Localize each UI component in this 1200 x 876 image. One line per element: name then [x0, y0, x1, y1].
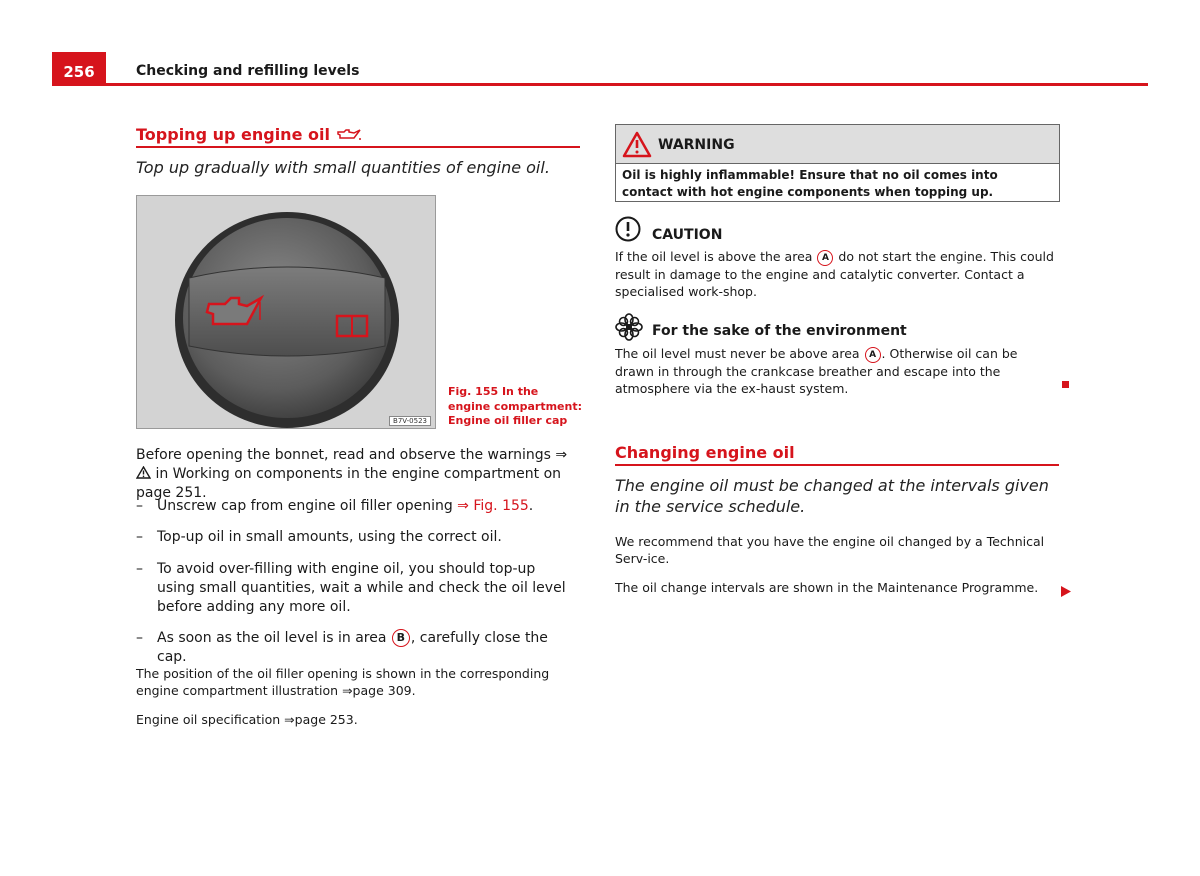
- environment-title: For the sake of the environment: [652, 323, 907, 339]
- caution-title: CAUTION: [652, 227, 723, 243]
- area-marker-b: B: [392, 629, 410, 647]
- warning-header: [616, 125, 1059, 164]
- warning-text: Oil is highly inflammable! Ensure that no oil comes into contact with hot engine components when topping up.: [622, 168, 998, 199]
- warning-title: WARNING: [658, 137, 735, 153]
- flower-environment-icon: [615, 313, 643, 345]
- changing-paragraph-1: We recommend that you have the engine oil changed by a Technical Serv-ice.: [615, 534, 1045, 566]
- lead-text: Top up gradually with small quantities of engine oil.: [136, 158, 550, 177]
- area-marker-a: A: [817, 250, 833, 266]
- intro-paragraph: Before opening the bonnet, read and observe the warnings ⇒ in Working on components in the engine compartment on page 251.: [136, 447, 568, 501]
- note-position: The position of the oil filler opening is shown in the corresponding engine compartment illustration ⇒page 309.: [136, 666, 550, 698]
- environment-text: The oil level must never be above area A . Otherwise oil can be drawn in through the crankcase breather and escape into the atmosphere via the ex-haust system.: [615, 346, 1018, 396]
- caution-icon: [615, 216, 641, 246]
- header-rule: [106, 83, 1148, 86]
- chapter-title: Checking and refilling levels: [136, 63, 360, 79]
- warning-box: [615, 124, 1060, 202]
- area-marker-a: A: [865, 347, 881, 363]
- oil-can-icon: [336, 125, 362, 144]
- warning-triangle-icon: [622, 131, 652, 162]
- oil-cap-illustration: [137, 196, 436, 429]
- note-spec: Engine oil specification ⇒page 253.: [136, 712, 358, 727]
- continue-arrow-icon: [1061, 582, 1071, 601]
- lead-text: The engine oil must be changed at the intervals given in the service schedule.: [615, 476, 1049, 516]
- section-rule: [136, 146, 580, 148]
- page-number: 256: [52, 52, 106, 86]
- caution-text: If the oil level is above the area A do not start the engine. This could result in damage to the engine and catalytic converter. Contact a specialised work-shop.: [615, 249, 1054, 299]
- section-rule: [615, 464, 1059, 466]
- figure-oil-filler-cap: [136, 195, 436, 429]
- section-title-changing: Changing engine oil: [615, 443, 795, 462]
- end-square-icon: [1062, 381, 1069, 388]
- figure-link[interactable]: ⇒ Fig. 155: [457, 498, 529, 514]
- figure-code: B7V-0523: [389, 416, 431, 426]
- figure-caption: Fig. 155 In the engine compartment: Engine oil filler cap: [448, 385, 582, 427]
- changing-paragraph-2: The oil change intervals are shown in the Maintenance Programme.: [615, 580, 1039, 595]
- section-title-topping-up: Topping up engine oil: [136, 125, 362, 144]
- warning-triangle-icon: [136, 466, 155, 482]
